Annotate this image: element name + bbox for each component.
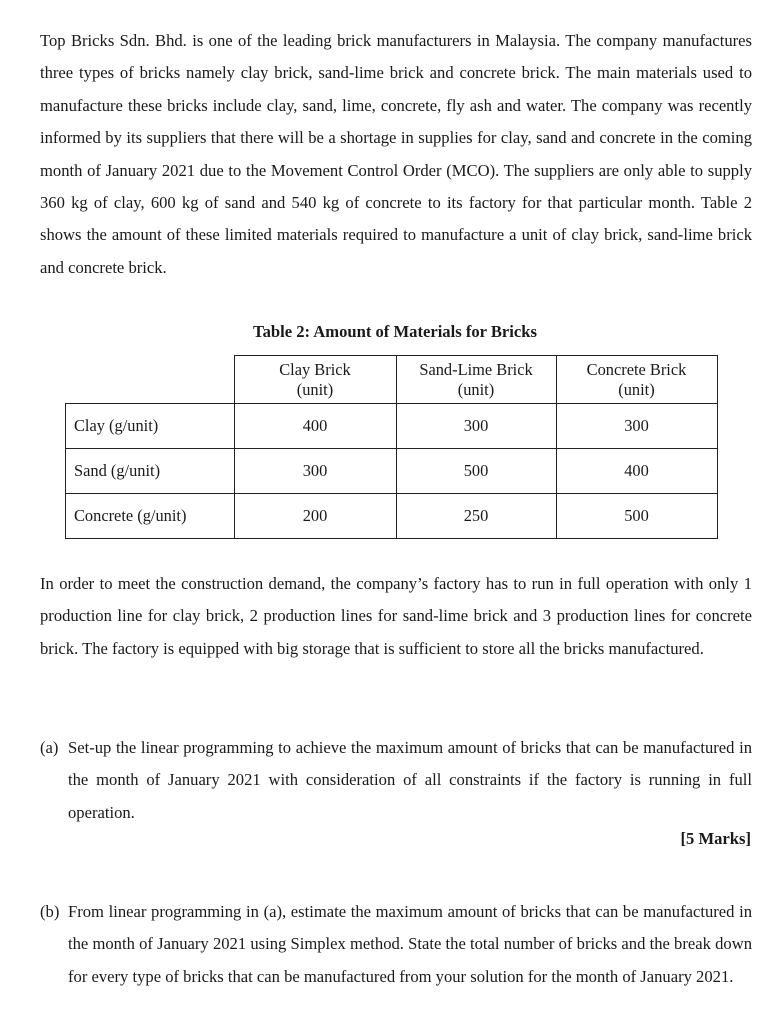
table-cell: 300 <box>234 449 396 494</box>
column-header-clay-brick <box>234 356 396 404</box>
table-cell: 300 <box>556 404 717 449</box>
column-header-name: Clay Brick <box>279 359 351 379</box>
column-header-concrete-brick <box>556 356 717 404</box>
question-label: (b) <box>40 902 60 921</box>
question-b <box>40 896 752 993</box>
column-header-sand-lime-brick <box>396 356 556 404</box>
question-a-marks: [5 Marks] <box>680 829 751 848</box>
row-label: Clay (g/unit) <box>66 404 235 449</box>
question-text: Set-up the linear programming to achieve the maximum amount of bricks that can be manufactured in the month of January 2021 with consideration of all constraints if the factory is running in full operation. <box>68 738 752 822</box>
table-row-clay <box>66 404 718 449</box>
table-cell: 400 <box>234 404 396 449</box>
question-text: From linear programming in (a), estimate the maximum amount of bricks that can be manufactured in the month of January 2021 using Simplex method. State the total number of bricks and the break down for every type of bricks that can be manufactured from your solution for the month of January 2021. <box>68 902 752 986</box>
column-header-unit: (unit) <box>457 379 495 399</box>
intro-paragraph: Top Bricks Sdn. Bhd. is one of the leading brick manufacturers in Malaysia. The company manufactures three types of bricks namely clay brick, sand-lime brick and concrete brick. The main materials used to manufacture these bricks include clay, sand, lime, concrete, fly ash and water. The company was recently informed by its suppliers that there will be a shortage in supplies for clay, sand and concrete in the coming month of January 2021 due to the Movement Control Order (MCO). The suppliers are only able to supply 360 kg of clay, 600 kg of sand and 540 kg of concrete to its factory for that particular month. Table 2 shows the amount of these limited materials required to manufacture a unit of clay brick, sand-lime brick and concrete brick. <box>40 31 752 277</box>
operation-paragraph: In order to meet the construction demand, the company’s factory has to run in full operation with only 1 production line for clay brick, 2 production lines for sand-lime brick and 3 production lines for concrete brick. The factory is equipped with big storage that is sufficient to store all the bricks manufactured. <box>40 574 752 658</box>
table-cell: 200 <box>234 494 396 539</box>
table-row-concrete <box>66 494 718 539</box>
question-label: (a) <box>40 738 59 757</box>
table-caption: Table 2: Amount of Materials for Bricks <box>253 322 537 341</box>
materials-table <box>65 355 718 539</box>
row-label: Concrete (g/unit) <box>66 494 235 539</box>
table-cell: 250 <box>396 494 556 539</box>
table-cell: 500 <box>556 494 717 539</box>
column-header-unit: (unit) <box>618 379 655 399</box>
row-label: Sand (g/unit) <box>66 449 235 494</box>
table-cell: 500 <box>396 449 556 494</box>
table-corner-cell <box>66 356 235 404</box>
table-cell: 300 <box>396 404 556 449</box>
column-header-name: Concrete Brick <box>586 359 687 379</box>
table-header-row <box>66 356 718 404</box>
column-header-name: Sand-Lime Brick <box>419 359 533 379</box>
table-cell: 400 <box>556 449 717 494</box>
column-header-unit: (unit) <box>296 379 334 399</box>
question-a <box>40 732 752 829</box>
table-row-sand <box>66 449 718 494</box>
